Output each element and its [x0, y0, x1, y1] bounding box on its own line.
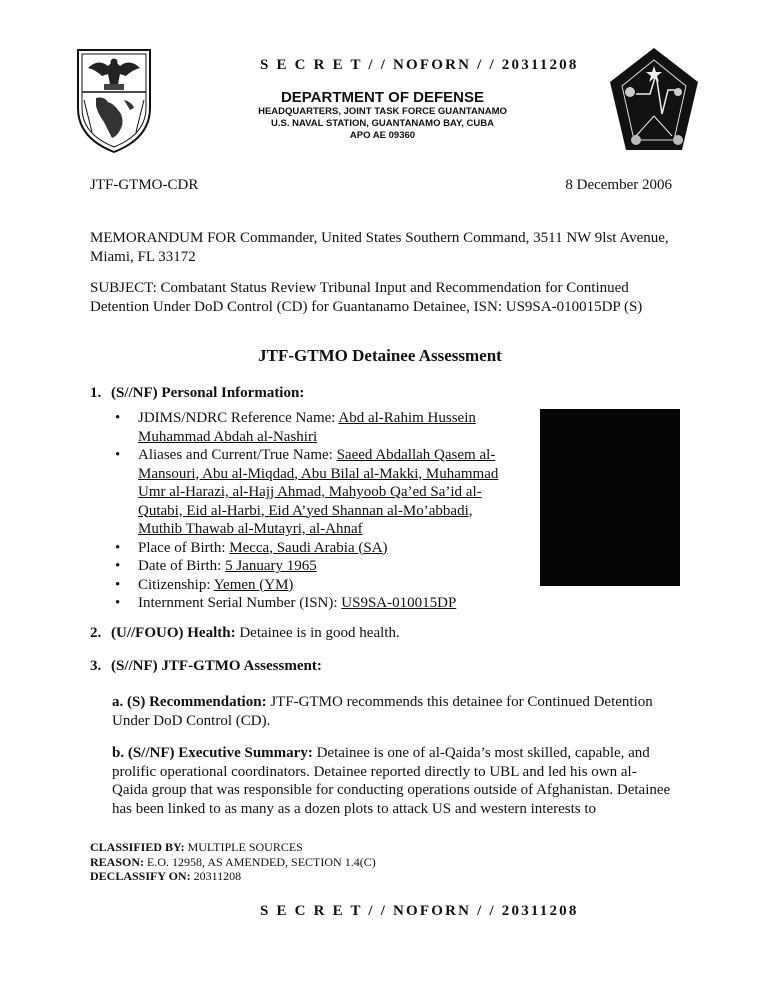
reason-line: [90, 855, 376, 870]
item-value: Saeed Abdallah Qasem al-Mansouri, Abu al-Miqdad, Abu Bilal al-Makki, Muhammad Umr al-Harazi, al-Hajj Ahmad, Mahyoob Qa’ed Sa’id al-Qutabi, Eid al-Harbi, Eid A’yed Shannan al-Mo’abbadi, Muthib Thawab al-Mutayri, al-Ahnaf: [138, 447, 499, 537]
hq-address: [230, 106, 535, 142]
item-label: Date of Birth:: [138, 558, 226, 574]
personal-info-list: [112, 409, 512, 613]
document-title: JTF-GTMO Detainee Assessment: [258, 346, 502, 365]
item-label: Internment Serial Number (ISN):: [138, 595, 342, 611]
value: E.O. 12958, AS AMENDED, SECTION 1.4(C): [144, 854, 376, 869]
section-3-heading: [90, 657, 322, 676]
address-line: HEADQUARTERS, JOINT TASK FORCE GUANTANAMO: [258, 106, 507, 117]
list-item: [112, 557, 512, 576]
paragraph-heading: a. (S) Recommendation:: [112, 694, 267, 710]
redacted-photo: [540, 409, 680, 586]
label: DECLASSIFY ON:: [90, 869, 191, 883]
item-value: Yemen (YM): [213, 576, 294, 593]
list-item: [112, 539, 512, 558]
subject-line: SUBJECT: Combatant Status Review Tribunal Input and Recommendation for Continued: [90, 280, 629, 296]
memorandum-line: MEMORANDUM FOR Commander, United States Southern Command, 3511 NW 9lst Avenue,: [90, 230, 669, 246]
pentagon-emblem: [606, 44, 702, 156]
section-number: 1.: [90, 385, 102, 401]
item-label: Aliases and Current/True Name:: [138, 447, 337, 463]
classified-by-line: [90, 840, 376, 855]
executive-summary-paragraph: [112, 744, 672, 818]
recommendation-paragraph: [112, 693, 672, 730]
label: CLASSIFIED BY:: [90, 840, 185, 854]
value: 20311208: [190, 869, 242, 883]
classification-footer: S E C R E T / / NOFORN / / 20311208: [260, 903, 579, 919]
declassify-line: [90, 869, 376, 884]
section-2: [90, 624, 400, 643]
list-item: [112, 594, 512, 613]
section-number: 2.: [90, 625, 102, 641]
section-title: (S//NF) JTF-GTMO Assessment:: [111, 658, 322, 674]
item-value: Abd al-Rahim Hussein Muhammad Abdah al-Nashiri: [138, 410, 476, 445]
paragraph-heading: b. (S//NF) Executive Summary:: [112, 745, 313, 761]
classification-block: [90, 840, 376, 884]
item-label: Place of Birth:: [138, 539, 230, 556]
paragraph-text: JTF-GTMO recommends this detainee for Continued Detention Under DoD Control (CD).: [112, 694, 653, 729]
item-value: Mecca, Saudi Arabia (SA): [229, 539, 388, 556]
list-item: [112, 576, 512, 595]
department-title: DEPARTMENT OF DEFENSE: [280, 89, 485, 106]
section-title: (S//NF) Personal Information:: [111, 385, 305, 401]
classification-header: S E C R E T / / NOFORN / / 20311208: [260, 57, 579, 73]
list-item: [112, 409, 512, 446]
jtf-seal-emblem: [74, 46, 154, 154]
subject-line: Detention Under DoD Control (CD) for Guantanamo Detainee, ISN: US9SA-010015DP (S): [90, 298, 643, 315]
memo-date: 8 December 2006: [565, 177, 672, 193]
item-label: JDIMS/NDRC Reference Name:: [138, 410, 339, 426]
section-text: Detainee is in good health.: [235, 625, 400, 641]
memorandum-line: Miami, FL 33172: [90, 248, 196, 265]
section-title: (U//FOUO) Health:: [111, 625, 236, 641]
paragraph-text: Detainee is one of al-Qaida’s most skilled, capable, and prolific operational coordinators. Detainee reported directly to UBL and led his own al-Qaida group that was responsible for conducting operations outside of Afghanistan. Detainee has been linked to as many as a dozen plots to attack US and western interests to: [112, 745, 671, 817]
section-1-heading: [90, 384, 304, 403]
section-number: 3.: [90, 658, 102, 674]
label: REASON:: [90, 854, 145, 869]
list-item: [112, 446, 512, 539]
value: MULTIPLE SOURCES: [184, 840, 303, 854]
item-value: US9SA-010015DP: [341, 595, 457, 611]
address-line: APO AE 09360: [349, 130, 416, 141]
address-line: U.S. NAVAL STATION, GUANTANAMO BAY, CUBA: [271, 118, 494, 129]
memo-subject: [90, 279, 642, 316]
item-label: Citizenship:: [138, 576, 214, 593]
office-code: JTF-GTMO-CDR: [90, 177, 199, 193]
memorandum-for: [90, 229, 669, 266]
item-value: 5 January 1965: [225, 558, 317, 574]
